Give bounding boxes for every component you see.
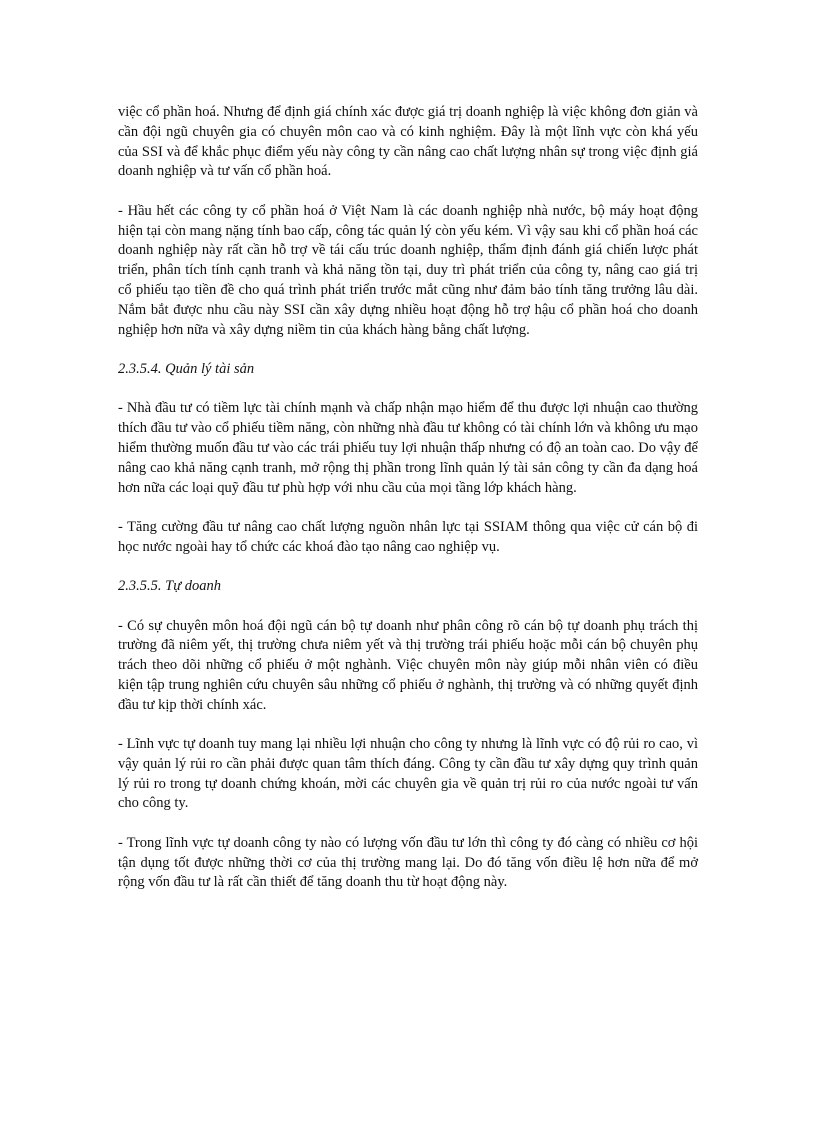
document-page [118,103,698,913]
paragraph-post-equitization-support: - Hầu hết các công ty cổ phần hoá ở Việt Nam là các doanh nghiệp nhà nước, bộ máy hoạt động hiện tại còn mang nặng tính bao cấp, công tác quản lý còn yếu kém. Vì vậy sau khi cổ phần hoá các doanh nghiệp này rất cần hỗ trợ về tái cấu trúc doanh nghiệp, thẩm định đánh giá chiến lược phát triển, phân tích tính cạnh tranh và khả năng tồn tại, duy trì phát triển của công ty, nâng cao giá trị cổ phiếu tạo tiền đề cho quá trình phát triển trước mắt cũng như đảm bảo tính tăng trưởng lâu dài. Nắm bắt được nhu cầu này SSI cần xây dựng nhiều hoạt động hỗ trợ hậu cổ phần hoá cho doanh nghiệp hơn nữa và xây dựng niềm tin của khách hàng bằng chất lượng. [118,202,698,338]
paragraph-valuation-intro: việc cổ phần hoá. Nhưng để định giá chính xác được giá trị doanh nghiệp là việc không đơn giản và cần đội ngũ chuyên gia có chuyên môn cao và có kinh nghiệm. Đây là một lĩnh vực còn khá yếu của SSI và để khắc phục điểm yếu này công ty cần nâng cao chất lượng nhân sự trong việc định giá doanh nghiệp và tư vấn cổ phần hoá. [118,104,698,180]
section-heading-proprietary-trading: 2.3.5.5. Tự doanh [118,578,221,595]
paragraph-investment-funds: - Nhà đầu tư có tiềm lực tài chính mạnh và chấp nhận mạo hiểm để thu được lợi nhuận cao thường thích đầu tư vào cổ phiếu tiềm năng, còn những nhà đầu tư không có tài chính lớn và không ưu mạo hiểm thường muốn đầu tư vào các trái phiếu tuy lợi nhuận thấp nhưng có độ an toàn cao. Do vậy để nâng cao khả năng cạnh tranh, mở rộng thị phần trong lĩnh quản lý tài sản công ty cần đa dạng hoá hơn nữa các loại quỹ đầu tư phù hợp với nhu cầu của mọi tầng lớp khách hàng. [118,400,698,496]
section-heading-asset-management: 2.3.5.4. Quản lý tài sản [118,360,255,377]
paragraph-capital-increase: - Trong lĩnh vực tự doanh công ty nào có lượng vốn đầu tư lớn thì công ty đó càng có nhiều cơ hội tận dụng tốt được những thời cơ của thị trường mang lại. Do đó tăng vốn điều lệ hơn nữa để mở rộng vốn đầu tư là rất cần thiết để tăng doanh thu từ hoạt động này. [118,834,698,891]
paragraph-ssiam-training: - Tăng cường đầu tư nâng cao chất lượng nguồn nhân lực tại SSIAM thông qua việc cử cán bộ đi học nước ngoài hay tổ chức các khoá đào tạo nâng cao nghiệp vụ. [118,518,698,555]
paragraph-risk-management: - Lĩnh vực tự doanh tuy mang lại nhiều lợi nhuận cho công ty nhưng là lĩnh vực có độ rủi ro cao, vì vậy quản lý rủi ro cần phải được quan tâm thích đáng. Công ty cần đầu tư xây dựng quy trình quản lý rủi ro trong tự doanh chứng khoán, mời các chuyên gia về quản trị rủi ro của nước ngoài tư vấn cho công ty. [118,736,698,812]
paragraph-trading-specialization: - Có sự chuyên môn hoá đội ngũ cán bộ tự doanh như phân công rõ cán bộ tự doanh phụ trách thị trường đã niêm yết, thị trường chưa niêm yết và thị trường trái phiếu hoặc mỗi cán bộ chuyên phụ trách theo dõi những cổ phiếu ở một nghành. Việc chuyên môn này giúp mỗi nhân viên có điều kiện tập trung nghiên cứu chuyên sâu những cổ phiếu ở nghành, thị trường và có những quyết định đầu tư kịp thời chính xác. [118,617,698,713]
